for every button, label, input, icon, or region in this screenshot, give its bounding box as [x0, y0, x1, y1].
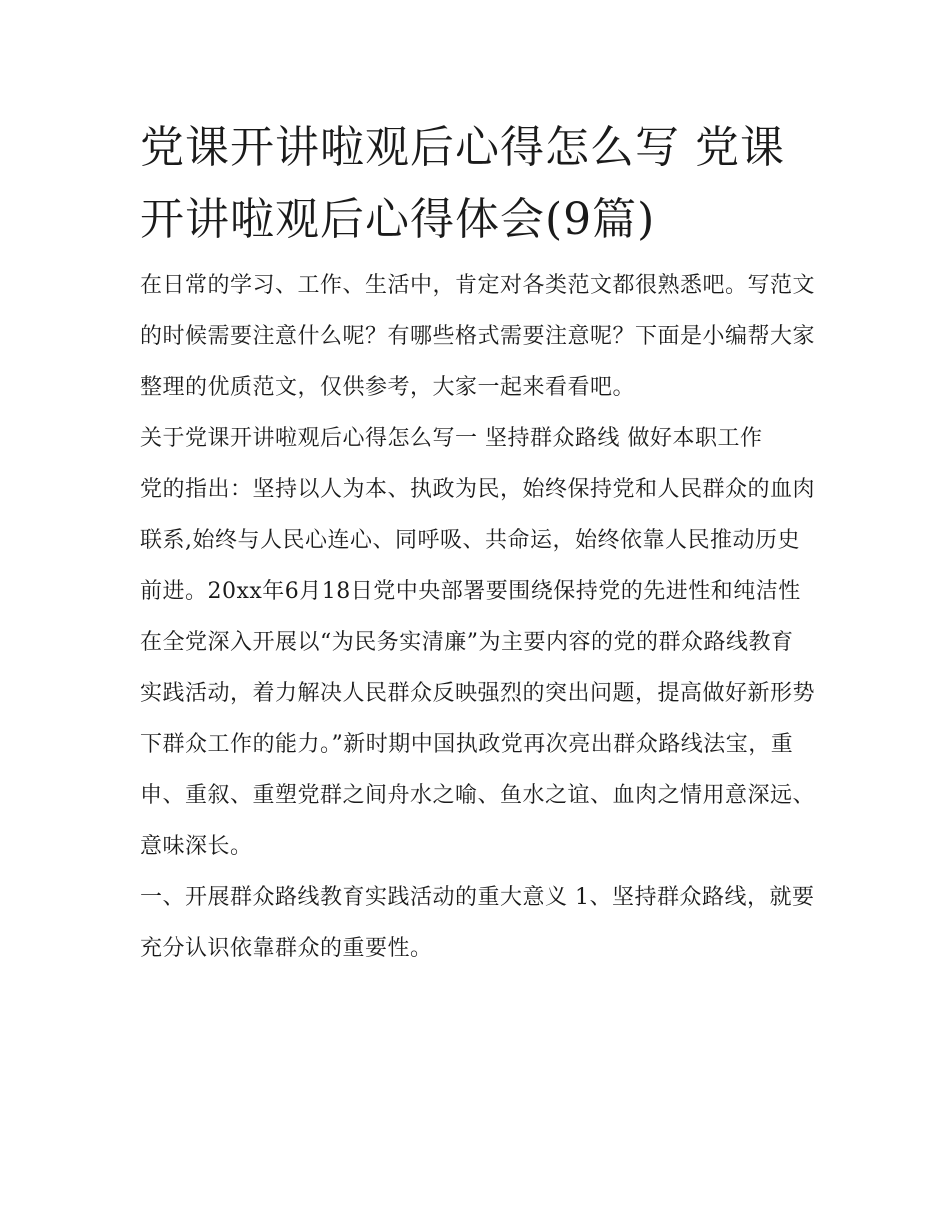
- body-paragraph-2: 一、开展群众路线教育实践活动的重大意义 1、坚持群众路线，就要充分认识依靠群众的重要性。: [140, 885, 815, 961]
- intro-paragraph: 在日常的学习、工作、生活中，肯定对各类范文都很熟悉吧。写范文的时候需要注意什么呢？有哪些格式需要注意呢？下面是小编帮大家整理的优质范文，仅供参考，大家一起来看看吧。: [140, 273, 816, 400]
- section-heading: 关于党课开讲啦观后心得怎么写一 坚持群众路线 做好本职工作: [140, 426, 763, 451]
- body-paragraph: 党的指出：坚持以人为本、执政为民，始终保持党和人民群众的血肉联系,始终与人民心连心、同呼吸、共命运，始终依靠人民推动历史前进。20xx年6月18日党中央部署要围绕保持党的先进性和纯洁性在全党深入开展以“为民务实清廉”为主要内容的党的群众路线教育实践活动，着力解决人民群众反映强烈的突出问题，提高做好新形势下群众工作的能力。”新时期中国执政党再次亮出群众路线法宝，重申、重叙、重塑党群之间舟水之喻、鱼水之谊、血肉之情用意深远、意味深长。: [140, 477, 816, 859]
- document-title: 党课开讲啦观后心得怎么写 党课开讲啦观后心得体会(9篇): [140, 122, 785, 245]
- document-page: [140, 112, 815, 974]
